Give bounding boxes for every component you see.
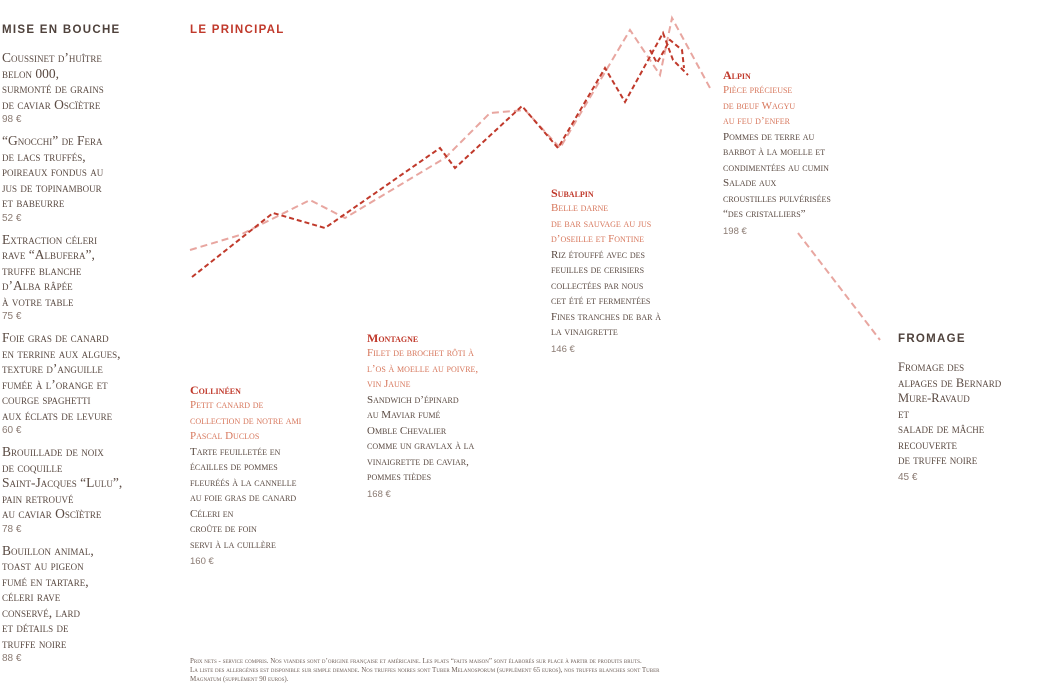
dish-line: conservé, lard	[2, 604, 81, 620]
dish-side-line: Riz étouffé avec des	[551, 248, 645, 261]
station-title: Alpin	[723, 68, 751, 82]
dish-main-line: Petit canard de	[190, 399, 264, 411]
dish-side-line: croustilles pulvérisées	[723, 192, 831, 205]
fromage-line: salade de mâche	[898, 422, 985, 436]
dish-line: et babeurre	[2, 195, 65, 210]
mountain-line-dark-peak	[650, 40, 684, 68]
dish-side-line: croûte de foin	[190, 523, 257, 535]
dish-side-line: barbot à la moelle et	[723, 146, 826, 158]
dish-line: texture d’anguille	[2, 361, 103, 376]
station-price: 198 €	[723, 225, 747, 237]
dish-side-line: Céleri en	[190, 507, 234, 520]
dish-item	[2, 543, 152, 665]
fromage-heading: FROMAGE	[898, 333, 966, 345]
dish-price: 60 €	[2, 425, 22, 436]
dish-side-line: au foie gras de canard	[190, 492, 297, 504]
station-price: 146 €	[551, 343, 575, 355]
dish-item	[2, 232, 152, 323]
fromage-line: Fromage des	[898, 360, 965, 374]
dish-side-line: comme un gravlax à la	[367, 440, 475, 452]
le-principal-heading: LE PRINCIPAL	[190, 24, 285, 36]
dish-line: fumé en tartare,	[2, 573, 89, 589]
station-montagne	[367, 331, 478, 500]
dish-line: toast au pigeon	[2, 558, 84, 573]
dish-line: en terrine aux algues,	[2, 345, 121, 361]
dish-line: truffe noire	[2, 635, 67, 651]
fromage-line: Mure-Ravaud	[898, 391, 970, 405]
dish-side-line: Omble Chevalier	[367, 424, 447, 437]
dish-line: Saint-Jacques “Lulu”,	[2, 475, 123, 490]
fromage-line: recouverte	[898, 437, 957, 452]
fromage-line: et	[898, 406, 909, 421]
dish-line: poireaux fondus au	[2, 164, 104, 179]
dish-item	[2, 330, 152, 436]
dish-side-line: vinaigrette de caviar,	[367, 455, 469, 468]
dish-price: 78 €	[2, 523, 22, 535]
footer-note	[190, 657, 840, 684]
dish-line: courge spaghetti	[2, 392, 91, 407]
dish-main-line: vin Jaune	[367, 378, 411, 390]
station-title: Collinéen	[190, 383, 241, 397]
footer-line: Magnatum (supplément 90 euros).	[190, 675, 289, 683]
dish-line: fumée à l’orange et	[2, 376, 108, 392]
dish-line: Coussinet d’huître	[2, 50, 102, 65]
dish-side-line: cet été et fermentées	[551, 295, 651, 307]
dish-line: “Gnocchi” de Fera	[2, 133, 103, 148]
footer-line: Prix nets - service compris. Nos viandes sont d’origine française et américaine. Les plats “faits maison” sont élaborés sur place à partir de produits bruts.	[190, 657, 642, 665]
dish-side-line: Salade aux	[723, 177, 777, 189]
dish-line: belon 000,	[2, 65, 59, 81]
dish-price: 88 €	[2, 653, 22, 664]
dish-line: céleri rave	[2, 589, 61, 604]
dish-side-line: condimentées au cumin	[723, 161, 829, 174]
dish-side-line: fleuréés à la cannelle	[190, 476, 297, 489]
fromage-price: 45 €	[898, 471, 918, 483]
station-price: 168 €	[367, 488, 391, 500]
dish-price: 98 €	[2, 114, 22, 125]
dish-side-line: Sandwich d’épinard	[367, 393, 459, 406]
dish-line: et détails de	[2, 620, 69, 635]
station-alpin	[723, 68, 831, 237]
dish-side-line: la vinaigrette	[551, 326, 618, 338]
dish-price: 52 €	[2, 212, 22, 224]
dish-item	[2, 444, 152, 535]
dish-side-line: servi à la cuillère	[190, 538, 276, 551]
dish-line: Brouillade de noix	[2, 444, 104, 459]
dish-line: à votre table	[2, 293, 74, 309]
dish-main-line: de bœuf Wagyu	[723, 99, 796, 112]
footer-line: La liste des allergènes est disponible sur simple demande. Nos truffes noires sont Tuber Melanosporum (supplément 65 euros), nos truffes blanches sont Tuber	[190, 666, 660, 674]
dish-side-line: Pommes de terre au	[723, 130, 815, 143]
dish-line: au caviar Oscïètre	[2, 506, 102, 521]
dish-side-line: feuilles de cerisiers	[551, 264, 645, 276]
fromage-dish	[898, 360, 1001, 483]
fromage-line: alpages de Bernard	[898, 375, 1002, 390]
dish-side-line: au Maviar fumé	[367, 409, 441, 421]
dish-line: de coquille	[2, 459, 63, 475]
mise-en-bouche-list	[2, 50, 152, 672]
dish-side-line: écailles de pommes	[190, 461, 278, 473]
dish-main-line: Filet de brochet rôti à	[367, 347, 474, 359]
dish-side-line: collectées par nous	[551, 279, 644, 292]
dish-main-line: Pascal Duclos	[190, 430, 260, 442]
fromage-line: de truffe noire	[898, 453, 978, 467]
dish-main-line: au feu d’enfer	[723, 115, 790, 127]
dish-main-line: Belle darne	[551, 202, 609, 214]
dish-main-line: d’oseille et Fontine	[551, 233, 645, 245]
dish-side-line: pommes tièdes	[367, 471, 432, 483]
dish-main-line: collection de notre ami	[190, 414, 302, 427]
dish-line: Bouillon animal,	[2, 542, 94, 558]
dish-line: jus de topinambour	[2, 179, 102, 195]
station-title: Subalpin	[551, 186, 594, 200]
dish-main-line: l’os à moelle au poivre,	[367, 362, 479, 375]
dish-line: surmonté de grains	[2, 81, 104, 96]
station-price: 160 €	[190, 556, 214, 567]
dish-side-line: “des cristalliers”	[723, 208, 806, 220]
mise-en-bouche-heading: MISE EN BOUCHE	[2, 24, 121, 36]
dish-line: d’Alba râpée	[2, 278, 73, 293]
dish-main-line: Pièce précieuse	[723, 84, 793, 96]
station-collineen	[190, 383, 301, 567]
dish-side-line: Fines tranches de bar à	[551, 310, 662, 323]
dish-main-line: de bar sauvage au jus	[551, 217, 652, 230]
station-title: Montagne	[367, 331, 419, 345]
dish-item	[2, 133, 152, 224]
dish-line: de caviar Oscïètre	[2, 96, 101, 112]
descent-line	[798, 233, 880, 340]
dish-line: Foie gras de canard	[2, 330, 109, 345]
dish-line: Extraction céleri	[2, 231, 98, 247]
dish-line: pain retrouvé	[2, 490, 74, 506]
station-subalpin	[551, 186, 661, 355]
dish-line: aux éclats de levure	[2, 407, 113, 423]
dish-line: de lacs truffés,	[2, 148, 86, 164]
dish-line: rave “Albufera”,	[2, 247, 95, 262]
dish-item	[2, 50, 152, 125]
dish-line: truffe blanche	[2, 262, 82, 278]
dish-side-line: Tarte feuilletée en	[190, 445, 281, 458]
dish-price: 75 €	[2, 311, 22, 322]
